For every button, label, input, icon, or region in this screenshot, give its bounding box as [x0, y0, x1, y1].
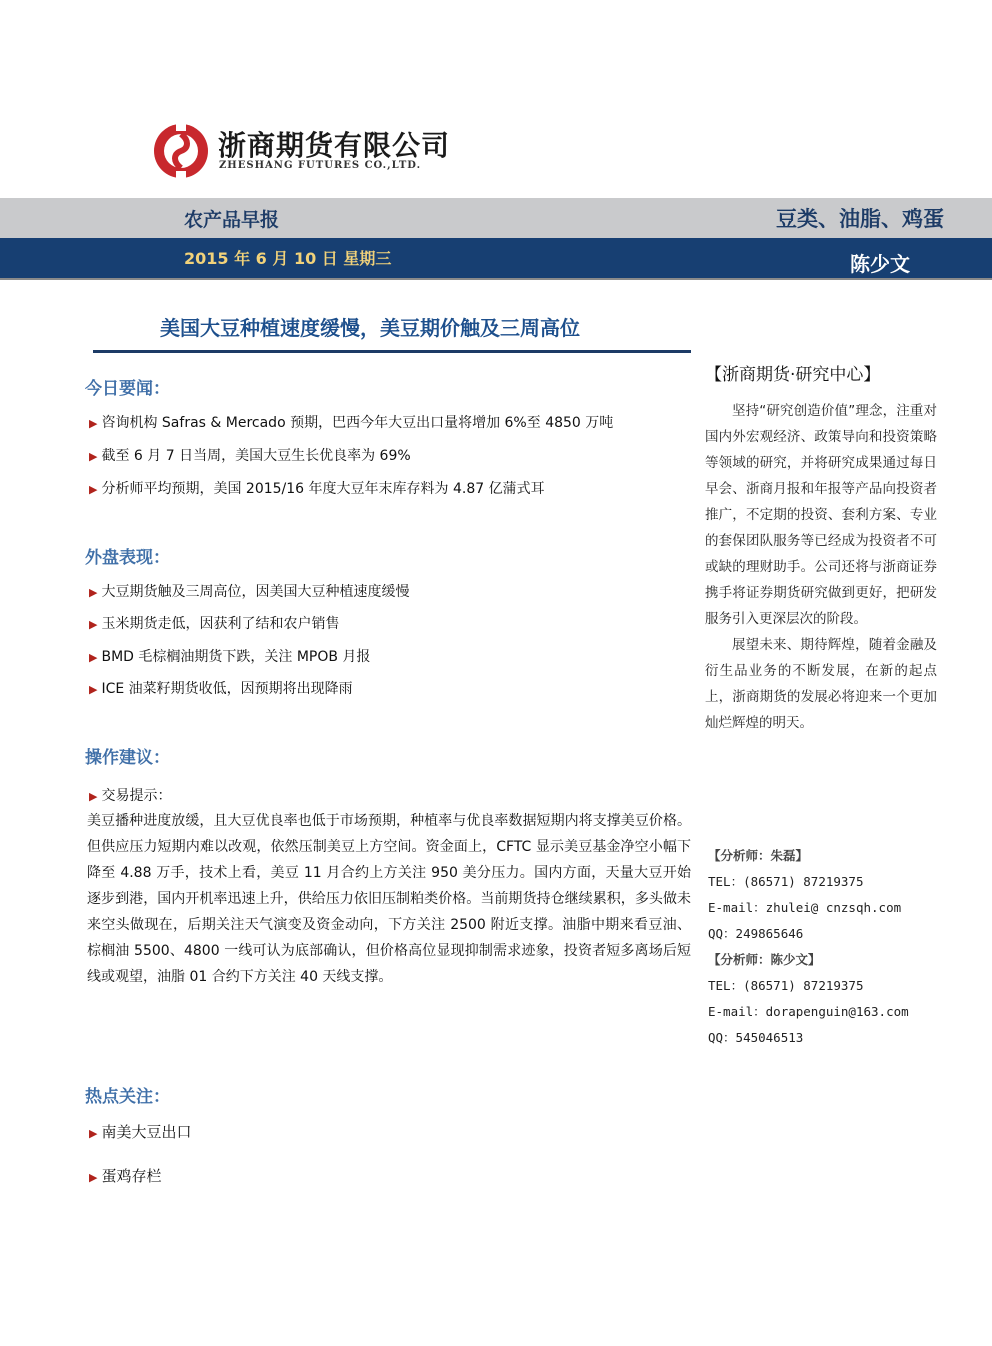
- external-item: ▶ 玉米期货走低，因获利了结和农户销售: [89, 616, 340, 632]
- company-name-en: ZHESHANG FUTURES CO.,LTD.: [219, 160, 422, 171]
- triangle-right-icon: ▶: [89, 483, 98, 496]
- section-heading-external: 外盘表现：: [85, 548, 170, 568]
- triangle-right-icon: ▶: [89, 450, 98, 463]
- header-band-blue: [0, 238, 992, 278]
- advice-item: ▶ 交易提示：: [89, 788, 172, 804]
- page-title: 美国大豆种植速度缓慢，美豆期价触及三周高位: [160, 316, 580, 340]
- section-heading-hotspots: 热点关注：: [85, 1087, 170, 1107]
- report-author: 陈少文: [850, 252, 910, 276]
- sidebar-paragraph: 展望未来、期待辉煌，随着金融及衍生品业务的不断发展，在新的起点上，浙商期货的发展必将迎来一个更加灿烂辉煌的明天。: [705, 637, 937, 731]
- analyst-qq: QQ：249865646: [708, 926, 804, 941]
- section-heading-advice: 操作建议：: [85, 748, 170, 768]
- external-item: ▶ BMD 毛棕榈油期货下跌，关注 MPOB 月报: [89, 649, 371, 665]
- section-heading-news: 今日要闻：: [85, 379, 170, 399]
- analyst-email[interactable]: E-mail：dorapenguin@163.com: [708, 1004, 909, 1019]
- triangle-right-icon: ▶: [89, 1127, 98, 1140]
- report-date: 2015 年 6 月 10 日 星期三: [184, 249, 392, 268]
- report-type: 农产品早报: [184, 209, 280, 231]
- advice-paragraph: 美豆播种进度放缓，且大豆优良率也低于市场预期，种植率与优良率数据短期内将支撑美豆价格。但供应压力短期内难以改观，依然压制美豆上方空间。资金面上，CFTC 显示美豆基金净空小幅下降至 4.88 万手，技术上看，美豆 11 月合约上方关注 950 美分压力。国内方面，天量大豆开始逐步到港，国内开机率迅速上升，供给压力依旧压制粕类价格。当前期货持仓继续累积，多头做未来空头做现在，后期关注天气演变及资金动向，下方关注 2500 附近支撑。油脂中期来看豆油、棕榈油 5500、4800 一线可认为底部确认，但价格高位显现抑制需求迹象，投资者短多离场后短线或观望，油脂 01 合约下方关注 40 天线支撑。: [87, 813, 691, 985]
- analyst-label: 【分析师：陈少文】: [708, 952, 821, 967]
- triangle-right-icon: ▶: [89, 586, 98, 599]
- analyst-email[interactable]: E-mail：zhulei@ cnzsqh.com: [708, 900, 902, 915]
- sidebar-paragraph: 坚持“研究创造价值”理念，注重对国内外宏观经济、政策导向和投资策略等领域的研究，并将研究成果通过每日早会、浙商月报和年报等产品向投资者推广，不定期的投资、套利方案、专业的套保团队服务等已经成为投资者不可或缺的理财助手。公司还将与浙商证券携手将证券期货研究做到更好，把研发服务引入更深层次的阶段。: [705, 403, 937, 627]
- news-item: ▶ 分析师平均预期，美国 2015/16 年度大豆年末库存料为 4.87 亿蒲式耳: [89, 481, 545, 497]
- analyst-tel: TEL：(86571) 87219375: [708, 978, 864, 993]
- title-underline: [93, 350, 691, 353]
- triangle-right-icon: ▶: [89, 417, 98, 430]
- external-item: ▶ 大豆期货触及三周高位，因美国大豆种植速度缓慢: [89, 584, 410, 600]
- triangle-right-icon: ▶: [89, 618, 98, 631]
- report-categories: 豆类、油脂、鸡蛋: [776, 207, 944, 231]
- hotspot-item: ▶ 蛋鸡存栏: [89, 1167, 162, 1185]
- triangle-right-icon: ▶: [89, 651, 98, 664]
- zheshang-logo-icon: [152, 122, 210, 180]
- analyst-contacts: [708, 843, 909, 1051]
- triangle-right-icon: ▶: [89, 1171, 98, 1184]
- analyst-qq: QQ：545046513: [708, 1030, 804, 1045]
- news-item: ▶ 咨询机构 Safras & Mercado 预期，巴西今年大豆出口量将增加 6%至 4850 万吨: [89, 415, 614, 431]
- header-divider: [0, 278, 992, 280]
- news-item: ▶ 截至 6 月 7 日当周，美国大豆生长优良率为 69%: [89, 448, 411, 464]
- triangle-right-icon: ▶: [89, 683, 98, 696]
- triangle-right-icon: ▶: [89, 790, 98, 803]
- hotspot-item: ▶ 南美大豆出口: [89, 1123, 192, 1141]
- analyst-tel: TEL：(86571) 87219375: [708, 874, 864, 889]
- sidebar-text: [705, 398, 937, 736]
- external-item: ▶ ICE 油菜籽期货收低，因预期将出现降雨: [89, 681, 353, 697]
- sidebar-heading: 【浙商期货·研究中心】: [705, 365, 881, 385]
- company-name-cn: 浙商期货有限公司: [218, 129, 451, 162]
- analyst-label: 【分析师：朱磊】: [708, 848, 809, 863]
